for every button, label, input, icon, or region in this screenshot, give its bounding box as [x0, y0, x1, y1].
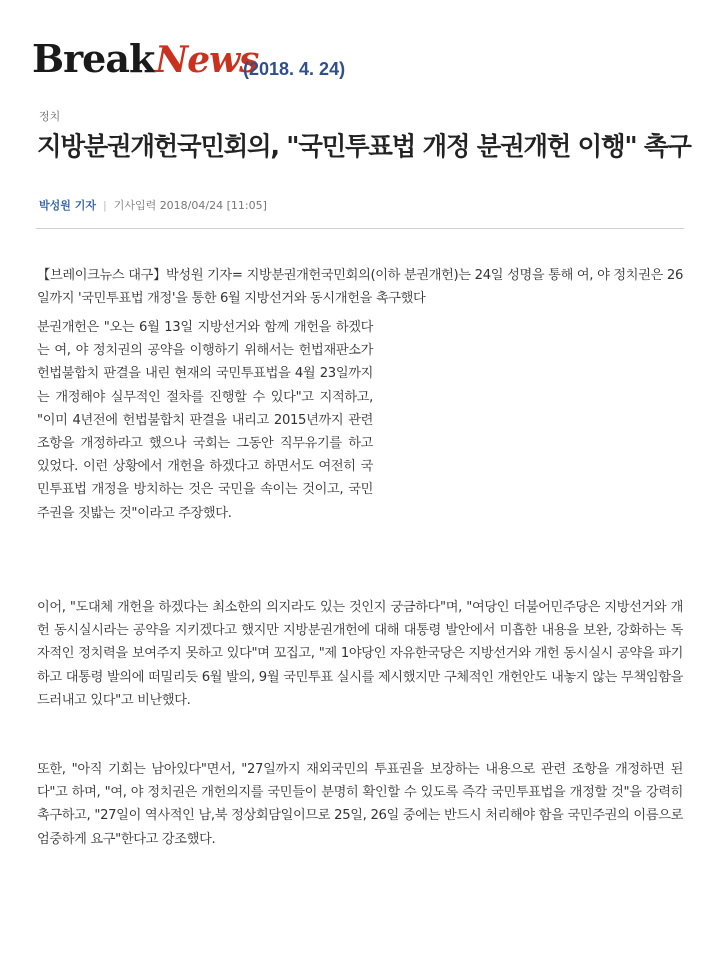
publication-date: (2018. 4. 24)	[243, 59, 346, 79]
logo-word-news: News	[155, 39, 259, 81]
article-timestamp: 기사입력 2018/04/24 [11:05]	[113, 199, 267, 212]
breaknews-logo[interactable]	[32, 36, 258, 84]
header-divider	[36, 228, 684, 229]
article-paragraph-1: 【브레이크뉴스 대구】박성원 기자= 지방분권개헌국민회의(이하 분권개헌)는 24일 성명을 통해 여, 야 정치권은 26일까지 '국민투표법 개정'을 통한 6월 지방선거와 동시개헌을 촉구했다	[37, 268, 683, 307]
article-paragraph-4: 또한, "아직 기회는 남아있다"면서, "27일까지 재외국민의 투표권을 보장하는 내용으로 관련 조항을 개정하면 된다"고 하며, "여, 야 정치권은 개헌의지를 국민들이 분명히 확인할 수 있도록 즉각 국민투표법을 개정할 것"을 강력히 촉구하고, "27일이 역사적인 남,북 정상회담일이므로 25일, 26일 중에는 반드시 처리해야 함을 국민주권의 이름으로 엄중하게 요구"한다고 강조했다.	[37, 762, 683, 847]
logo-word-break: Break	[32, 36, 155, 81]
article-byline	[39, 197, 267, 213]
article-paragraph-2: 분권개헌은 "오는 6월 13일 지방선거와 함께 개헌을 하겠다는 여, 야 정치권의 공약을 이행하기 위해서는 헌법재판소가 헌법불합치 판결을 내린 현재의 국민투표법을 4월 23일까지는 개정해야 실무적인 절차를 진행할 수 있다"고 지적하고, "이미 4년전에 헌법불합치 판결을 내리고 2015년까지 관련 조항을 개정하라고 했으나 국회는 그동안 직무유기를 하고 있었다. 이런 상황에서 개헌을 하겠다고 하면서도 여전히 국민투표법 개정을 방치하는 것은 국민을 속이는 것이고, 국민주권을 짓밟는 것"이라고 주장했다.	[37, 320, 373, 521]
article-category[interactable]: 정치	[39, 110, 61, 123]
article-headline: 지방분권개헌국민회의, "국민투표법 개정 분권개헌 이행" 촉구	[37, 132, 691, 162]
reporter-name[interactable]: 박성원 기자	[39, 199, 96, 212]
byline-separator: |	[102, 199, 107, 212]
article-paragraph-3: 이어, "도대체 개헌을 하겠다는 최소한의 의지라도 있는 것인지 궁금하다"며, "여당인 더불어민주당은 지방선거와 개헌 동시실시라는 공약을 지키겠다고 했지만 지방분권개헌에 대해 대통령 발안에서 미흡한 내용을 보완, 강화하는 독자적인 정치력을 보여주지 못하고 있다"며 꼬집고, "제 1야당인 자유한국당은 지방선거와 개헌 동시실시 공약을 파기하고 대통령 발의에 떠밀리듯 6월 발의, 9월 국민투표 실시를 제시했지만 구체적인 개헌안도 내놓지 않는 무책임함을 드러내고 있다"고 비난했다.	[37, 600, 683, 708]
